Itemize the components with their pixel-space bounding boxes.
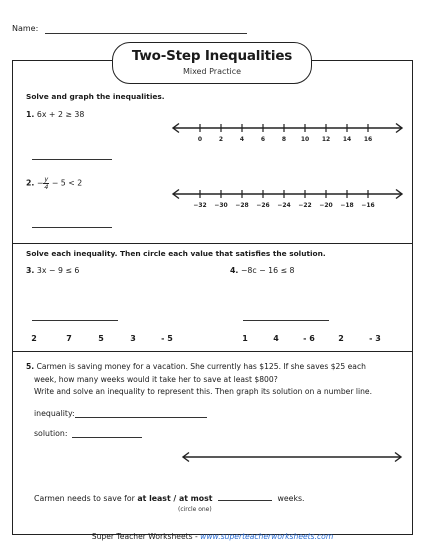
problem-5-line1 [26, 361, 411, 374]
section-divider-1 [12, 243, 413, 244]
nl2-tick-label: −28 [235, 202, 249, 209]
problem-5 [26, 361, 411, 399]
nl1-tick-label: 12 [321, 136, 331, 143]
section2-instruction: Solve each inequality. Then circle each value that satisfies the solution. [26, 249, 326, 258]
nl2-tick-label: −20 [319, 202, 333, 209]
problem-3-answer-line[interactable] [32, 320, 118, 321]
p4-choice[interactable]: - 6 [303, 334, 315, 343]
solution-label: solution: [34, 429, 68, 438]
p3-choice[interactable]: 2 [31, 334, 37, 343]
name-line[interactable] [45, 33, 247, 34]
section1-instruction: Solve and graph the inequalities. [26, 92, 165, 101]
final-sentence-pre: Carmen needs to save for [34, 494, 135, 503]
p4-choice[interactable]: - 3 [369, 334, 381, 343]
section-divider-2 [12, 351, 413, 352]
problem-4 [230, 266, 295, 275]
number-line-3[interactable] [180, 449, 404, 465]
footer [0, 532, 425, 541]
footer-text: Super Teacher Worksheets - [91, 532, 201, 541]
problem-2-prefix: − [36, 178, 44, 188]
problem-1-number: 1. [26, 110, 35, 119]
nl2-tick-label: −30 [214, 202, 228, 209]
problem-3-number: 3. [26, 266, 35, 275]
inequality-answer-line[interactable] [75, 417, 207, 418]
number-line-1-axis [173, 124, 402, 144]
number-line-1[interactable] [170, 118, 405, 146]
nl2-tick-label: −18 [340, 202, 354, 209]
problem-5-line1-text: Carmen is saving money for a vacation. She currently has $125. If she saves $25 each [36, 362, 366, 371]
nl2-tick-label: −32 [193, 202, 207, 209]
problem-1-text: 6x + 2 ≥ 38 [36, 110, 85, 119]
problem-2-rest: − 5 < 2 [51, 178, 83, 188]
nl1-tick-label: 10 [300, 136, 310, 143]
p3-choice[interactable]: 7 [66, 334, 72, 343]
inequality-label: inequality: [34, 409, 75, 418]
problem-1-answer-line[interactable] [32, 159, 112, 160]
page-subtitle: Mixed Practice [182, 67, 242, 76]
p4-choice[interactable]: 4 [273, 334, 279, 343]
problem-2-frac-num: y [44, 175, 49, 183]
circle-one-note: (circle one) [178, 506, 212, 513]
problem-2-number: 2. [26, 178, 35, 188]
nl1-tick-label: 6 [260, 136, 266, 143]
nl2-tick-label: −16 [361, 202, 375, 209]
p3-choice[interactable]: 5 [98, 334, 104, 343]
problem-3-text: 3x − 9 ≤ 6 [36, 266, 80, 275]
p4-choice[interactable]: 2 [338, 334, 344, 343]
nl1-tick-label: 14 [342, 136, 352, 143]
final-sentence-post: weeks. [277, 494, 305, 503]
problem-2-answer-line[interactable] [32, 227, 112, 228]
nl2-tick-label: −24 [277, 202, 291, 209]
title-box [112, 42, 312, 84]
page-title: Two-Step Inequalities [131, 48, 293, 64]
p3-choice[interactable]: 3 [130, 334, 136, 343]
problem-3 [26, 266, 79, 275]
problem-4-answer-line[interactable] [243, 320, 329, 321]
problem-5-line2: week, how many weeks would it take her to save at least $800? [34, 374, 278, 384]
name-label: Name: [12, 24, 39, 33]
nl2-tick-label: −26 [256, 202, 270, 209]
nl1-tick-label: 2 [218, 136, 224, 143]
p4-choice[interactable]: 1 [242, 334, 248, 343]
problem-2-frac-den: 4 [44, 183, 49, 191]
problem-4-number: 4. [230, 266, 239, 275]
nl1-tick-label: 16 [363, 136, 373, 143]
nl1-tick-label: 8 [281, 136, 287, 143]
problem-5-number: 5. [26, 362, 35, 371]
problem-2-fraction [43, 176, 49, 191]
nl1-tick-label: 4 [239, 136, 245, 143]
solution-answer-line[interactable] [72, 437, 142, 438]
number-line-2-axis [173, 190, 402, 210]
problem-4-text: −8c − 16 ≤ 8 [240, 266, 295, 275]
p3-choice[interactable]: - 5 [161, 334, 173, 343]
at-least-at-most[interactable]: at least / at most [137, 494, 213, 503]
weeks-answer-line[interactable] [218, 500, 272, 501]
nl1-tick-label: 0 [197, 136, 203, 143]
footer-link[interactable]: www.superteacherworksheets.com [200, 532, 334, 541]
problem-2 [26, 176, 82, 191]
problem-5-line3: Write and solve an inequality to represent this. Then graph its solution on a number line. [34, 387, 372, 396]
problem-1 [26, 110, 84, 119]
final-sentence [34, 494, 305, 503]
nl2-tick-label: −22 [298, 202, 312, 209]
number-line-2[interactable] [170, 184, 405, 212]
